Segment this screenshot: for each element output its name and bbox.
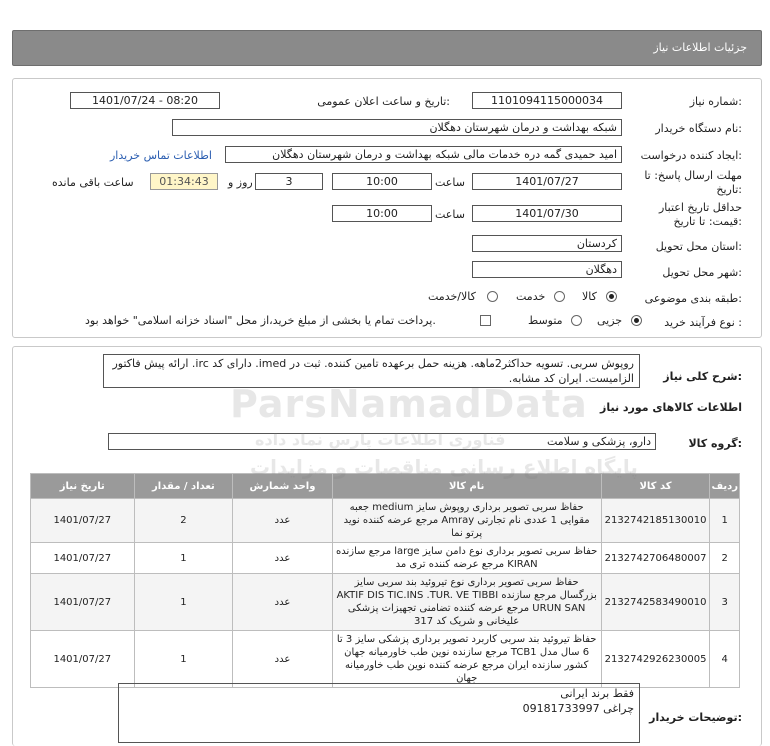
cell-row: 1	[710, 499, 740, 543]
remaining-time-label: ساعت باقی مانده	[52, 176, 134, 189]
announce-label: تاریخ و ساعت اعلان عمومی:	[317, 95, 450, 108]
buyer-contact-link[interactable]: اطلاعات تماس خریدار	[110, 149, 212, 162]
buyer-notes-line1: فقط برند ایرانی	[560, 687, 634, 700]
validity-label-line2: قیمت: تا تاریخ:	[673, 215, 742, 228]
need-number-field: 1101094115000034	[472, 92, 622, 109]
cell-qty: 1	[134, 631, 233, 688]
goods-group-field: دارو، پزشکی و سلامت	[108, 433, 656, 450]
validity-time-label: ساعت	[435, 208, 465, 221]
need-number-label: شماره نیاز:	[689, 95, 742, 108]
purchase-radio-minor[interactable]	[631, 315, 642, 326]
cell-date: 1401/07/27	[31, 574, 135, 631]
col-name: نام کالا	[332, 474, 601, 499]
page-title-bar	[12, 30, 762, 66]
creator-field: امید حمیدی گمه دره خدمات مالی شبکه بهداشت و درمان شهرستان دهگلان	[225, 146, 622, 163]
deadline-date-field: 1401/07/27	[472, 173, 622, 190]
buyer-org-field: شبکه بهداشت و درمان شهرستان دهگلان	[172, 119, 622, 136]
validity-date-field: 1401/07/30	[472, 205, 622, 222]
goods-section-title: اطلاعات کالاهای مورد نیاز	[600, 401, 742, 414]
treasury-payment-checkbox[interactable]	[480, 315, 491, 326]
cell-name: حفاظ سربی تصویر برداری نوع دامن سایز large مرجع سازنده KIRAN مرجع عرضه کننده تری مد	[332, 543, 601, 574]
category-label: طبقه بندی موضوعی:	[644, 292, 742, 305]
cell-row: 2	[710, 543, 740, 574]
cell-code: 2132742185130010	[601, 499, 710, 543]
page-title: جزئیات اطلاعات نیاز	[653, 41, 747, 54]
cell-name: حفاظ سربی تصویر برداری روپوش سایز medium جعبه مقوایی 1 عددی نام تجارتی Amray مرجع عرضه کننده نوید پرتو نما	[332, 499, 601, 543]
category-radio-goods[interactable]	[606, 291, 617, 302]
deadline-label-line1: مهلت ارسال پاسخ: تا	[644, 169, 742, 182]
cell-unit: عدد	[233, 631, 332, 688]
category-option-goods: کالا	[582, 290, 597, 303]
category-option-goods-service: کالا/خدمت	[428, 290, 476, 303]
col-unit: واحد شمارش	[233, 474, 332, 499]
category-radio-service[interactable]	[554, 291, 565, 302]
deadline-label-line2: تاریخ:	[716, 183, 742, 196]
buyer-notes-label: توضیحات خریدار:	[649, 711, 742, 724]
cell-qty: 2	[134, 499, 233, 543]
days-field: 3	[255, 173, 323, 190]
city-field: دهگلان	[472, 261, 622, 278]
purchase-option-minor: جزیی	[597, 314, 623, 327]
cell-row: 3	[710, 574, 740, 631]
validity-label-line1: حداقل تاریخ اعتبار	[658, 201, 742, 214]
cell-unit: عدد	[233, 574, 332, 631]
cell-unit: عدد	[233, 543, 332, 574]
province-label: استان محل تحویل:	[655, 240, 742, 253]
cell-date: 1401/07/27	[31, 499, 135, 543]
buyer-notes-line2: چراغی 09181733997	[522, 702, 634, 715]
remaining-time-field: 01:34:43	[150, 173, 218, 190]
buyer-notes-box	[118, 683, 640, 743]
cell-code: 2132742583490010	[601, 574, 710, 631]
deadline-time-label: ساعت	[435, 176, 465, 189]
cell-date: 1401/07/27	[31, 543, 135, 574]
col-date: تاریخ نیاز	[31, 474, 135, 499]
days-label: روز و	[228, 176, 253, 189]
province-field: کردستان	[472, 235, 622, 252]
creator-label: ایجاد کننده درخواست:	[640, 149, 742, 162]
cell-date: 1401/07/27	[31, 631, 135, 688]
cell-unit: عدد	[233, 499, 332, 543]
table-row	[31, 499, 740, 543]
cell-code: 2132742926230005	[601, 631, 710, 688]
cell-qty: 1	[134, 543, 233, 574]
announce-field: 1401/07/24 - 08:20	[70, 92, 220, 109]
col-qty: تعداد / مقدار	[134, 474, 233, 499]
purchase-option-medium: متوسط	[528, 314, 563, 327]
purchase-type-label: نوع فرآیند خرید :	[664, 316, 742, 329]
cell-code: 2132742706480007	[601, 543, 710, 574]
goods-table-header	[31, 474, 740, 499]
col-code: کد کالا	[601, 474, 710, 499]
col-row: ردیف	[710, 474, 740, 499]
cell-qty: 1	[134, 574, 233, 631]
city-label: شهر محل تحویل:	[662, 266, 742, 279]
category-option-service: خدمت	[516, 290, 546, 303]
purchase-radio-medium[interactable]	[571, 315, 582, 326]
buyer-org-label: نام دستگاه خریدار:	[655, 122, 742, 135]
table-row	[31, 574, 740, 631]
cell-name: حفاظ تیروئید بند سربی کاربرد تصویر برداری پزشکی سایز 3 تا 6 سال مدل TCB1 مرجع سازنده نوین طب خاورمیانه جهان کشور سازنده ایران مرجع عرضه کننده نوین طب خاورمیانه جهان	[332, 631, 601, 688]
validity-time-field: 10:00	[332, 205, 432, 222]
goods-table	[30, 473, 740, 688]
cell-row: 4	[710, 631, 740, 688]
description-label: شرح کلی نیاز:	[663, 370, 742, 383]
goods-group-label: گروه کالا:	[688, 437, 742, 450]
table-row	[31, 543, 740, 574]
table-row	[31, 631, 740, 688]
deadline-time-field: 10:00	[332, 173, 432, 190]
description-text: روپوش سربی. تسویه حداکثر2ماهه. هزینه حمل برعهده تامین کننده. ثبت در imed. دارای کد irc. ارائه پیش فاکتور الزامیست. ایران کد مشابه.	[103, 354, 640, 388]
category-radio-goods-service[interactable]	[487, 291, 498, 302]
cell-name: حفاظ سربی تصویر برداری نوع تیروئید بند سربی سایز بزرگسال مرجع سازنده AKTIF DIS TIC.INS .TUR. VE TIBBI URUN SAN مرجع عرضه کننده تضامنی تجهیزات پزشکی علیخانی و شریک کد 317	[332, 574, 601, 631]
treasury-payment-note: پرداخت تمام یا بخشی از مبلغ خرید،از محل "اسناد خزانه اسلامی" خواهد بود.	[85, 314, 436, 327]
